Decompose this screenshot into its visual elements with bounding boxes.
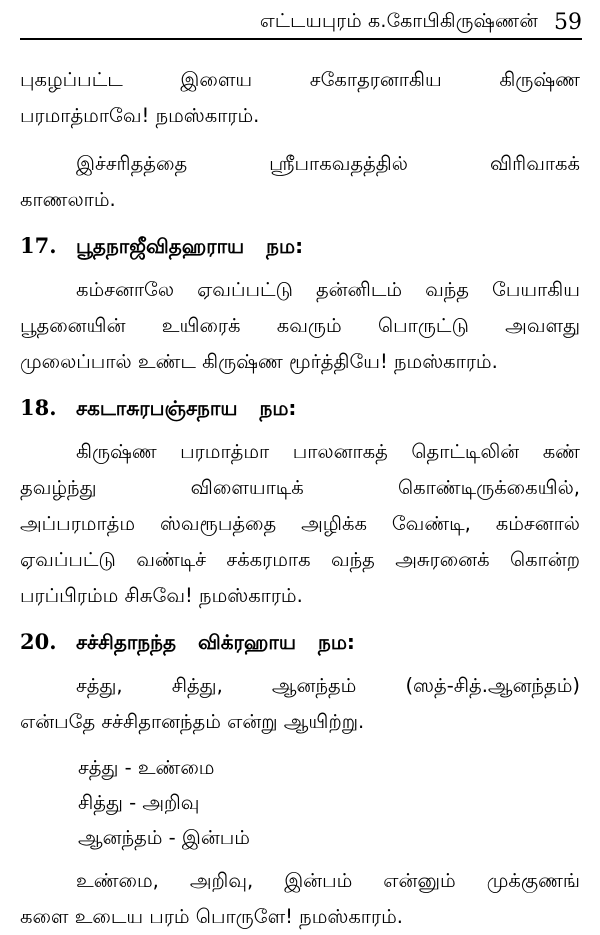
section-number: 20. bbox=[20, 629, 57, 654]
text-line: கிருஷ்ண பரமாத்மா பாலனாகத் தொட்டிலின் கண் bbox=[76, 440, 580, 463]
term-list bbox=[20, 750, 580, 855]
section-heading-20 bbox=[20, 624, 580, 660]
paragraph-closing bbox=[20, 863, 580, 935]
text-line: சத்து, சித்து, ஆனந்தம் (ஸத்-சித்.ஆனந்தம்) bbox=[76, 674, 580, 697]
text-line: புகழப்பட்ட இளைய சகோதரனாகிய கிருஷ்ண bbox=[20, 68, 580, 91]
text-line: உண்மை, அறிவு, இன்பம் என்னும் முக்குணங் bbox=[76, 869, 580, 892]
paragraph-section-20 bbox=[20, 668, 580, 740]
section-heading-18 bbox=[20, 390, 580, 426]
text-line: இச்சரிதத்தை ஸ்ரீபாகவதத்தில் விரிவாகக் bbox=[76, 152, 580, 175]
text-line: கம்சனாலே ஏவப்பட்டு தன்னிடம் வந்த பேயாகிய bbox=[76, 278, 580, 301]
page-number: 59 bbox=[554, 10, 582, 35]
term-item: சித்து - அறிவு bbox=[78, 791, 200, 814]
text-line: பரமாத்மாவே! நமஸ்காரம். bbox=[20, 104, 260, 127]
paragraph-section-18 bbox=[20, 434, 580, 614]
section-heading-17 bbox=[20, 228, 580, 264]
section-name: பூதநாஜீவிதஹராய bbox=[76, 234, 245, 258]
text-line: காணலாம். bbox=[20, 188, 116, 211]
paragraph-section-17 bbox=[20, 272, 580, 380]
section-name-2: விக்ரஹாய bbox=[197, 630, 296, 654]
text-line: பூதனையின் உயிரைக் கவரும் பொருட்டு அவளது bbox=[20, 314, 580, 337]
text-line: தவழ்ந்து விளையாடிக் கொண்டிருக்கையில், bbox=[20, 476, 580, 499]
section-suffix: நம: bbox=[266, 234, 304, 258]
section-name: சச்சிதாநந்த bbox=[76, 630, 176, 654]
text-line: பரப்பிரம்ம சிசுவே! நமஸ்காரம். bbox=[20, 584, 303, 607]
section-name: சகடாசுரபஞ்சநாய bbox=[76, 396, 238, 420]
text-line: ஏவப்பட்டு வண்டிச் சக்கரமாக வந்த அசுரனைக் கொன்ற bbox=[20, 548, 580, 571]
text-line: முலைப்பால் உண்ட கிருஷ்ண மூர்த்தியே! நமஸ்காரம். bbox=[20, 350, 498, 373]
paragraph-reference bbox=[20, 146, 580, 218]
term-item: சத்து - உண்மை bbox=[78, 756, 215, 779]
paragraph-intro bbox=[20, 62, 580, 134]
text-line: என்பதே சச்சிதானந்தம் என்று ஆயிற்று. bbox=[20, 710, 365, 733]
page-header bbox=[20, 6, 582, 40]
section-number: 18. bbox=[20, 395, 57, 420]
section-suffix: நம: bbox=[259, 396, 297, 420]
term-item: ஆனந்தம் - இன்பம் bbox=[78, 826, 250, 849]
text-line: அப்பரமாத்ம ஸ்வரூபத்தை அழிக்க வேண்டி, கம்சனால் bbox=[20, 512, 580, 535]
page-body bbox=[20, 62, 580, 935]
running-title: எட்டயபுரம் க.கோபிகிருஷ்ணன் bbox=[259, 10, 538, 32]
text-line: களை உடைய பரம் பொருளே! நமஸ்காரம். bbox=[20, 905, 403, 928]
section-number: 17. bbox=[20, 233, 57, 258]
section-suffix: நம: bbox=[317, 630, 355, 654]
